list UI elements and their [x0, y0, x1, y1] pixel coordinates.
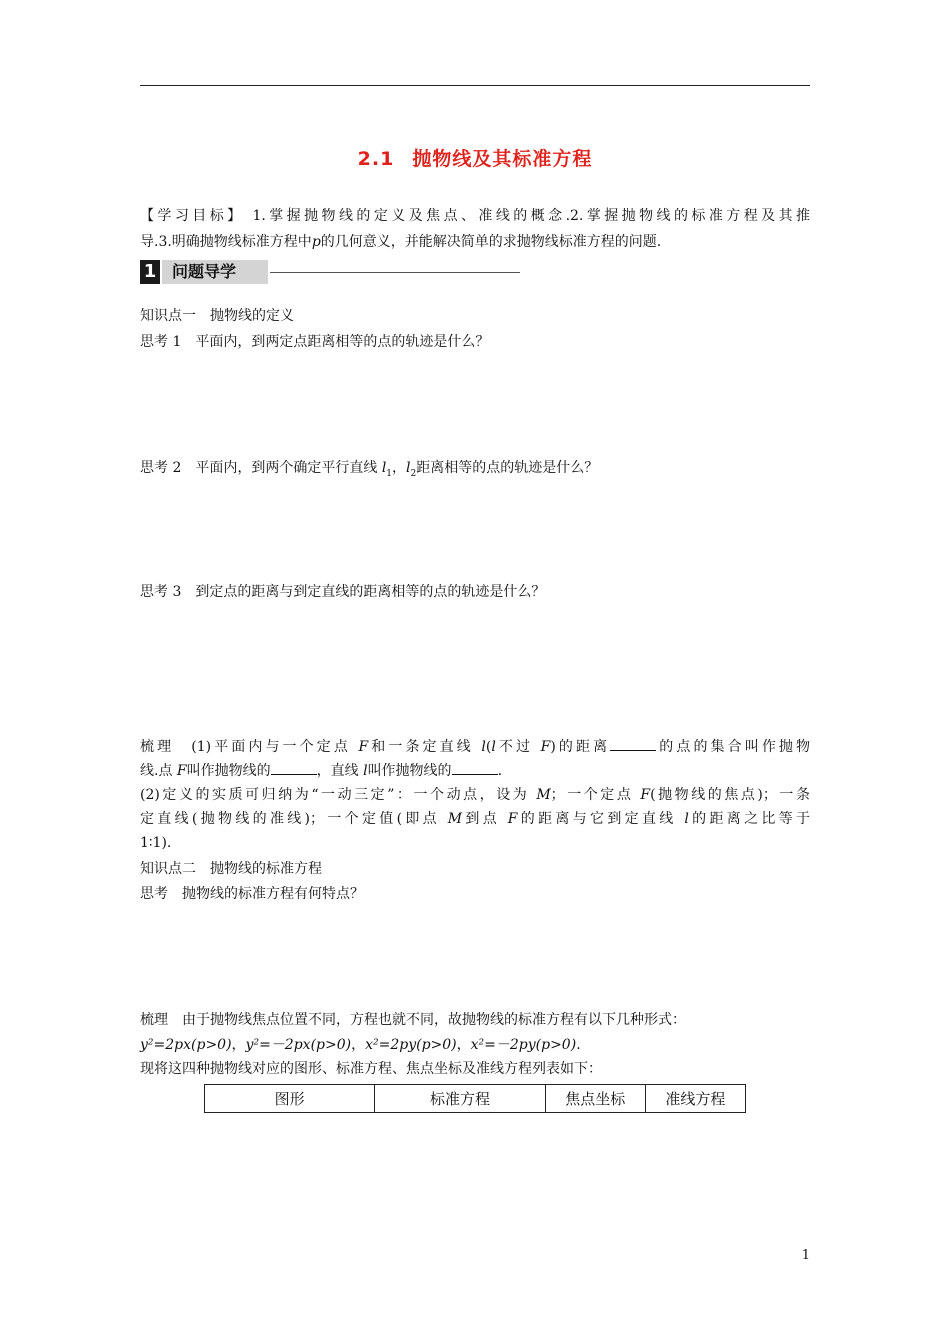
knowledge-point-1: 知识点一 抛物线的定义 — [140, 308, 294, 324]
section-number: 1 — [140, 260, 160, 284]
summary-2-line-2: 定直线(抛物线的准线)；一个定值(即点 M到点 F的距离与它到定直线 l的距离之比等于 — [140, 811, 811, 827]
page-title — [0, 144, 950, 171]
table-header-row — [205, 1085, 746, 1113]
summary-3-line-3: 现将这四种抛物线对应的图形、标准方程、焦点坐标及准线方程列表如下： — [140, 1061, 602, 1077]
section-label: 问题导学 — [162, 260, 268, 284]
var-p: p — [311, 234, 321, 250]
think-3: 思考 3 到定点的距离与到定直线的距离相等的点的轨迹是什么？ — [140, 584, 546, 600]
blank-3 — [452, 760, 498, 775]
think-1: 思考 1 平面内，到两定点距离相等的点的轨迹是什么？ — [140, 334, 490, 350]
parabola-table — [204, 1084, 746, 1113]
objectives-line-2: 导.3.明确抛物线标准方程中p的几何意义，并能解决简单的求抛物线标准方程的问题. — [140, 234, 662, 250]
table-header-cell: 标准方程 — [375, 1085, 545, 1113]
title-text: 抛物线及其标准方程 — [412, 148, 593, 170]
summary-2-line-3: 1∶1). — [140, 835, 172, 851]
section-banner — [140, 260, 520, 284]
table-header-cell: 焦点坐标 — [545, 1085, 645, 1113]
table-header-cell: 图形 — [205, 1085, 375, 1113]
objectives-line-1: 【学习目标】 1.掌握抛物线的定义及焦点、准线的概念.2.掌握抛物线的标准方程及其推 — [140, 208, 810, 224]
page-number: 1 — [801, 1248, 810, 1263]
summary-1-line-2: 线.点 F叫作抛物线的 ，直线 l叫作抛物线的 . — [140, 760, 810, 781]
title-number: 2.1 — [357, 148, 395, 170]
section-rule — [270, 272, 520, 273]
summary-2-line-1: (2)定义的实质可归纳为“一动三定”：一个动点，设为 M；一个定点 F(抛物线的焦点)；一条 — [140, 787, 810, 803]
summary-1-line-1: 梳理 (1)平面内与一个定点 F和一条定直线 l(l不过 F)的距离 的点的集合叫作抛物 — [140, 736, 810, 757]
summary-3-forms: y²=2px(p>0)，y²=－2px(p>0)，x²=2py(p>0)，x²=－2py(p>0). — [140, 1037, 581, 1053]
blank-2 — [271, 760, 317, 775]
summary-3-line-1: 梳理 由于抛物线焦点位置不同，方程也就不同，故抛物线的标准方程有以下几种形式： — [140, 1012, 686, 1028]
top-rule — [140, 85, 810, 86]
think-4: 思考 抛物线的标准方程有何特点？ — [140, 886, 364, 902]
think-2: 思考 2 平面内，到两个确定平行直线 $l_1$，$l_2$距离相等的点的轨迹是什么？ — [140, 460, 599, 479]
table-header-cell: 准线方程 — [645, 1085, 745, 1113]
knowledge-point-2: 知识点二 抛物线的标准方程 — [140, 861, 322, 877]
blank-1 — [610, 736, 656, 751]
